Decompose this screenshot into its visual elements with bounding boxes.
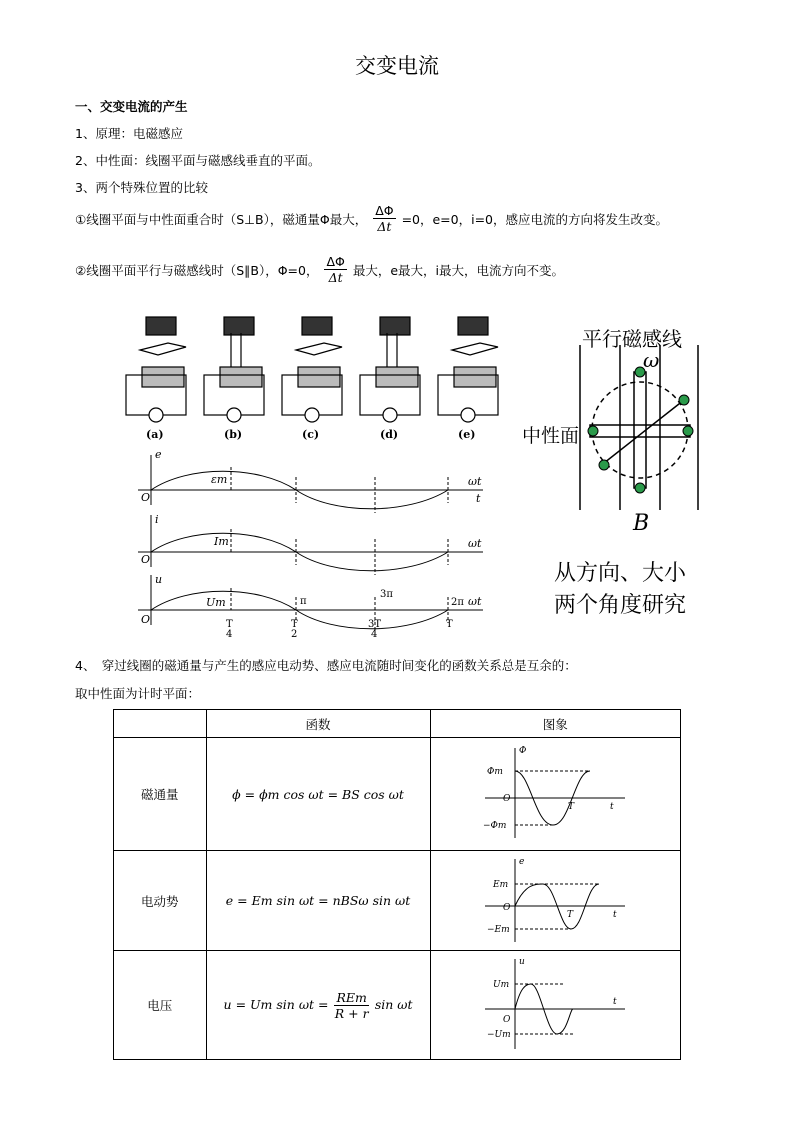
fraction-denominator: R + r — [334, 1005, 369, 1021]
paragraph-start-plane: 取中性面为计时平面： — [75, 686, 201, 701]
graph-ylabel: u — [519, 956, 526, 967]
amplitude-label: εm — [211, 473, 228, 486]
graph-t: t — [610, 801, 614, 812]
origin-label: O — [141, 553, 151, 566]
parallel-field-label: 平行磁感线 — [582, 327, 682, 351]
tick-pi: π — [300, 596, 307, 607]
origin-label: O — [141, 491, 151, 504]
panel-e — [438, 317, 498, 422]
axis-label-u: u — [155, 573, 163, 586]
wire-dot — [588, 426, 598, 436]
table-header: 函数 — [206, 710, 430, 738]
graph-max: Um — [493, 979, 510, 990]
paragraph-principle: 1、原理：电磁感应 — [75, 126, 183, 141]
paragraph-neutral-plane: 2、中性面：线圈平面与磁感线垂直的平面。 — [75, 153, 321, 168]
case-2-text-b: 最大，e最大，i最大，电流方向不变。 — [352, 262, 565, 278]
coil-diagram — [520, 320, 720, 625]
panel-label: (b) — [224, 428, 243, 441]
tick-2pi: 2π — [451, 597, 464, 608]
panel-label: (d) — [380, 428, 399, 441]
waveform-i — [138, 515, 483, 575]
row-graph — [430, 738, 681, 851]
omega-t-label: ωt — [468, 475, 482, 488]
case-1-text-a: ①线圈平面与中性面重合时（S⊥B），磁通量Φ最大， — [75, 211, 368, 227]
graph-T: T — [568, 801, 575, 812]
waveform-u — [138, 575, 483, 633]
graph-min: −Um — [487, 1029, 511, 1040]
row-formula: ϕ = ϕm cos ωt = BS cos ωt — [206, 738, 430, 851]
tick-4: 4 — [226, 629, 233, 640]
tick-labels — [226, 589, 464, 640]
formula-table — [113, 709, 681, 1060]
panel-a — [126, 317, 186, 422]
row-name: 磁通量 — [114, 738, 207, 851]
field-b-label: B — [633, 511, 650, 536]
fraction-numerator: REm — [336, 989, 367, 1005]
panel-label: (a) — [146, 428, 164, 441]
voltage-fraction — [334, 990, 368, 1021]
flux-graph — [475, 743, 635, 843]
tick-3pi: 3π — [380, 589, 393, 600]
fraction-denominator: Δt — [377, 219, 392, 234]
omega-label: ω — [643, 348, 660, 372]
row-formula: e = Em sin ωt = nBSω sin ωt — [206, 851, 430, 951]
generator-figure — [118, 305, 503, 640]
graph-max: Φm — [487, 766, 504, 777]
fraction-numerator: ΔΦ — [375, 203, 394, 218]
paragraph-case-1 — [75, 203, 668, 234]
tick-3T: 3T — [368, 619, 382, 630]
flux-rate-fraction — [324, 254, 346, 285]
graph-min: −Φm — [483, 820, 507, 831]
omega-t-label: ωt — [468, 537, 482, 550]
neutral-plane-label: 中性面 — [522, 425, 580, 447]
table-header: 图象 — [430, 710, 681, 738]
table-row — [114, 738, 681, 851]
graph-t: t — [613, 996, 617, 1007]
table-header-row — [114, 710, 681, 738]
graph-T: T — [567, 910, 574, 920]
row-graph — [430, 951, 681, 1060]
panel-c — [282, 317, 342, 422]
table-header — [114, 710, 207, 738]
row-formula — [206, 951, 430, 1060]
case-1-text-b: =0，e=0，i=0，感应电流的方向将发生改变。 — [401, 211, 669, 227]
tick-4: 4 — [371, 629, 378, 640]
omega-t-label: ωt — [468, 595, 482, 608]
panel-label: (c) — [302, 428, 320, 441]
waveform-e-labels — [141, 448, 482, 505]
wire-dot — [599, 460, 609, 470]
table-row — [114, 851, 681, 951]
paragraph-case-2 — [75, 254, 564, 285]
caption-line-1: 从方向、大小 — [554, 561, 687, 586]
panel-labels — [146, 428, 475, 441]
formula-part-b: sin ωt — [374, 996, 413, 1012]
tick-2: 2 — [291, 629, 298, 640]
row-graph — [430, 851, 681, 951]
graph-origin: O — [503, 1014, 511, 1025]
case-2-text-a: ②线圈平面平行与磁感线时（S∥B），Φ=0， — [75, 262, 319, 278]
graph-t: t — [613, 910, 617, 920]
time-label: t — [476, 492, 481, 505]
origin-label: O — [141, 613, 151, 626]
graph-ylabel: Φ — [519, 745, 527, 756]
graph-max: Em — [493, 880, 509, 890]
generator-panels — [126, 317, 498, 422]
axis-label-e: e — [155, 448, 162, 461]
fraction-denominator: Δt — [328, 270, 343, 285]
graph-origin: O — [503, 903, 511, 913]
table-row — [114, 951, 681, 1060]
flux-rate-fraction — [373, 203, 395, 234]
amplitude-label: Um — [206, 596, 226, 609]
section-heading: 一、交变电流的产生 — [75, 99, 188, 114]
panel-label: (e) — [458, 428, 476, 441]
caption-line-2: 两个角度研究 — [554, 593, 687, 618]
graph-ylabel: e — [519, 857, 525, 867]
parallel-coil — [634, 372, 646, 488]
row-name: 电压 — [114, 951, 207, 1060]
axis-label-i: i — [155, 513, 159, 526]
wire-dot — [635, 483, 645, 493]
voltage-graph — [475, 954, 635, 1054]
panel-b — [204, 317, 264, 422]
formula-part-a: u = Um sin ωt = — [223, 996, 329, 1012]
tick-T: T — [446, 619, 453, 630]
page-title: 交变电流 — [355, 54, 439, 78]
wire-dot — [683, 426, 693, 436]
wire-dot — [679, 395, 689, 405]
tick-T: T — [226, 619, 233, 630]
panel-d — [360, 317, 420, 422]
paragraph-comparison: 3、两个特殊位置的比较 — [75, 180, 208, 195]
emf-graph — [475, 854, 635, 944]
tick-T: T — [291, 619, 298, 630]
rotated-coil — [604, 400, 684, 463]
amplitude-label: Im — [214, 535, 229, 548]
waveform-i-labels — [141, 513, 482, 566]
fraction-numerator: ΔΦ — [326, 254, 345, 269]
row-name: 电动势 — [114, 851, 207, 951]
graph-min: −Em — [487, 925, 510, 935]
paragraph-complement: 4、 穿过线圈的磁通量与产生的感应电动势、感应电流随时间变化的函数关系总是互余的： — [75, 658, 577, 673]
waveform-e — [138, 455, 483, 513]
graph-origin: O — [503, 793, 511, 804]
